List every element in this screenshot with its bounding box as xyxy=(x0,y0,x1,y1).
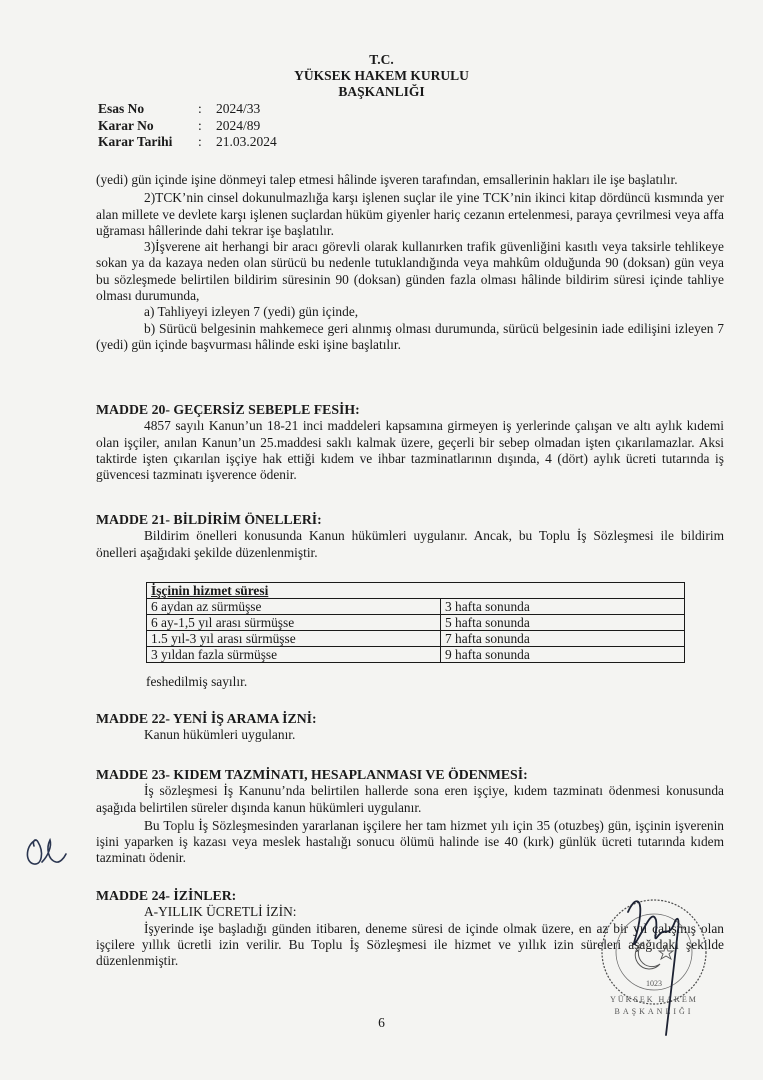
article-23 xyxy=(96,767,724,867)
meta-row-tarih xyxy=(98,134,277,151)
table-cell-notice: 5 hafta sonunda xyxy=(441,615,685,631)
case-metadata xyxy=(98,101,277,151)
meta-value: 2024/33 xyxy=(216,101,261,116)
article-21-text: Bildirim önelleri konusunda Kanun hükümleri uygulanır. Ancak, bu Toplu İş Sözleşmesi ile bildirim önelleri aşağıdaki şekilde düzenlenmiştir. xyxy=(96,528,724,560)
meta-label: Karar No xyxy=(98,117,154,133)
table-row xyxy=(147,599,685,615)
article-22-title: MADDE 22- YENİ İŞ ARAMA İZNİ: xyxy=(96,711,317,726)
meta-value: 21.03.2024 xyxy=(216,134,277,149)
document-header xyxy=(0,52,763,100)
after-table-text-block xyxy=(146,674,686,690)
paragraph-item-2: 2)TCK’nin cinsel dokunulmazlığa karşı işlenen suçlar ile yine TCK’nin ikinci kitap dördüncü kısmında yer alan millete ve devlete karşı işlenen suçlardan hüküm giyenler hariç cezanın ertelenmesi, paraya çevrilmesi veya affa uğraması hâllerinde dahi tekrar işe başlatılır. xyxy=(96,190,724,238)
paragraph-item-3a: a) Tahliyeyi izleyen 7 (yedi) gün içinde, xyxy=(144,304,359,320)
table-cell-duration: 3 yıldan fazla sürmüşse xyxy=(147,647,441,663)
article-24-subtitle: A-YILLIK ÜCRETLİ İZİN: xyxy=(144,904,297,920)
article-21 xyxy=(96,512,724,561)
table-cell-duration: 6 ay-1,5 yıl arası sürmüşse xyxy=(147,615,441,631)
header-department: BAŞKANLIĞI xyxy=(338,84,425,99)
body-block-1 xyxy=(96,172,724,353)
paragraph-item-3: 3)İşverene ait herhangi bir aracı görevli olarak kullanırken trafik güvenliğini kasıtlı veya taksirle tehlikeye sokan ya da kazaya neden olan sürücü bu nedenle tutuklandığında veya mahkûm olduğunda 90 (doksan) gün veya bu sözleşmede belirtilen bildirim süresinin 90 (doksan) günden fazla olması hâlinde bildirim süresi içinde tahliye olması durumunda, xyxy=(96,239,724,304)
article-24-text: İşyerinde işe başladığı günden itibaren, deneme süresi de içinde olmak üzere, en az bir yıl çalışmış olan işçilere yıllık ücretli izin verilir. Bu Toplu İş Sözleşmesi ile hizmet ve yıllık izin süreleri aşağıdaki şekilde düzenlenmiştir. xyxy=(96,920,724,969)
after-table-text: feshedilmiş sayılır. xyxy=(146,674,248,689)
table-cell-notice: 7 hafta sonunda xyxy=(441,631,685,647)
table-header-row xyxy=(147,583,685,599)
table-header-cell: İşçinin hizmet süresi xyxy=(147,583,685,599)
header-institution: YÜKSEK HAKEM KURULU xyxy=(294,68,469,83)
header-tc: T.C. xyxy=(369,52,394,67)
article-22 xyxy=(96,711,724,744)
stamp-text-bottom: BAŞKANLIĞI xyxy=(614,1007,694,1016)
paragraph-item-3b: b) Sürücü belgesinin mahkemece geri alınmış olması durumunda, sürücü belgesinin iade edilişini izleyen 7 (yedi) gün içinde başvurması hâlinde eski işine başlatılır. xyxy=(96,320,724,352)
table-cell-notice: 3 hafta sonunda xyxy=(441,599,685,615)
page-number: 6 xyxy=(378,1015,385,1030)
meta-row-karar xyxy=(98,118,277,135)
meta-colon: : xyxy=(198,101,202,116)
article-22-text: Kanun hükümleri uygulanır. xyxy=(144,727,296,743)
meta-colon: : xyxy=(198,117,202,133)
meta-label: Karar Tarihi xyxy=(98,134,173,149)
article-23-text-2: Bu Toplu İş Sözleşmesinden yararlanan işçilere her tam hizmet yılı için 35 (otuzbeş) gün, işçinin işverenin işini yaparken iş kazası veya meslek hastalığı sonucu ölümü halinde ise 40 (kırk) günlük ücreti tutarında kıdem tazminatı ödenir. xyxy=(96,817,724,866)
handwritten-initial-icon xyxy=(22,832,68,872)
meta-value: 2024/89 xyxy=(216,117,261,133)
table-row xyxy=(147,615,685,631)
table-row xyxy=(147,631,685,647)
paragraph-continuation: (yedi) gün içinde işine dönmeyi talep etmesi hâlinde işveren tarafından, emsallerinin hakları ile işe başlatılır. xyxy=(96,172,678,187)
table-cell-notice: 9 hafta sonunda xyxy=(441,647,685,663)
meta-row-esas xyxy=(98,101,277,118)
article-24-title: MADDE 24- İZİNLER: xyxy=(96,888,237,903)
article-23-title: MADDE 23- KIDEM TAZMİNATI, HESAPLANMASI VE ÖDENMESİ: xyxy=(96,767,528,782)
stamp-year: 1023 xyxy=(646,979,662,988)
meta-label: Esas No xyxy=(98,101,145,116)
article-20 xyxy=(96,402,724,483)
article-20-title: MADDE 20- GEÇERSİZ SEBEPLE FESİH: xyxy=(96,402,360,417)
table-cell-duration: 6 aydan az sürmüşse xyxy=(147,599,441,615)
table-row xyxy=(147,647,685,663)
article-20-text: 4857 sayılı Kanun’un 18-21 inci maddeleri kapsamına girmeyen iş yerlerinde çalışan ve altı aylık kıdemi olan işçiler, anılan Kanun’un 25.maddesi saklı kalmak üzere, geçerli bir sebep olmadan işten çıkarılamazlar. Aksi taktirde işten çıkarılan işçiye hak ettiği kıdem ve ihbar tazminatlarının dışında, 4 (dört) aylık ücreti tutarında iş güvencesi tazminatı işverence ödenir. xyxy=(96,418,724,483)
article-23-text-1: İş sözleşmesi İş Kanunu’nda belirtilen hallerde sona eren işçiye, kıdem tazminatı ödenmesi konusunda aşağıda belirtilen süreler dışında kanun hükümleri uygulanır. xyxy=(96,783,724,815)
table-cell-duration: 1.5 yıl-3 yıl arası sürmüşse xyxy=(147,631,441,647)
meta-colon: : xyxy=(198,134,202,149)
notice-period-table xyxy=(146,582,685,663)
article-21-title: MADDE 21- BİLDİRİM ÖNELLERİ: xyxy=(96,512,322,527)
stamp-text-top: YÜKSEK HAKEM xyxy=(610,995,698,1004)
